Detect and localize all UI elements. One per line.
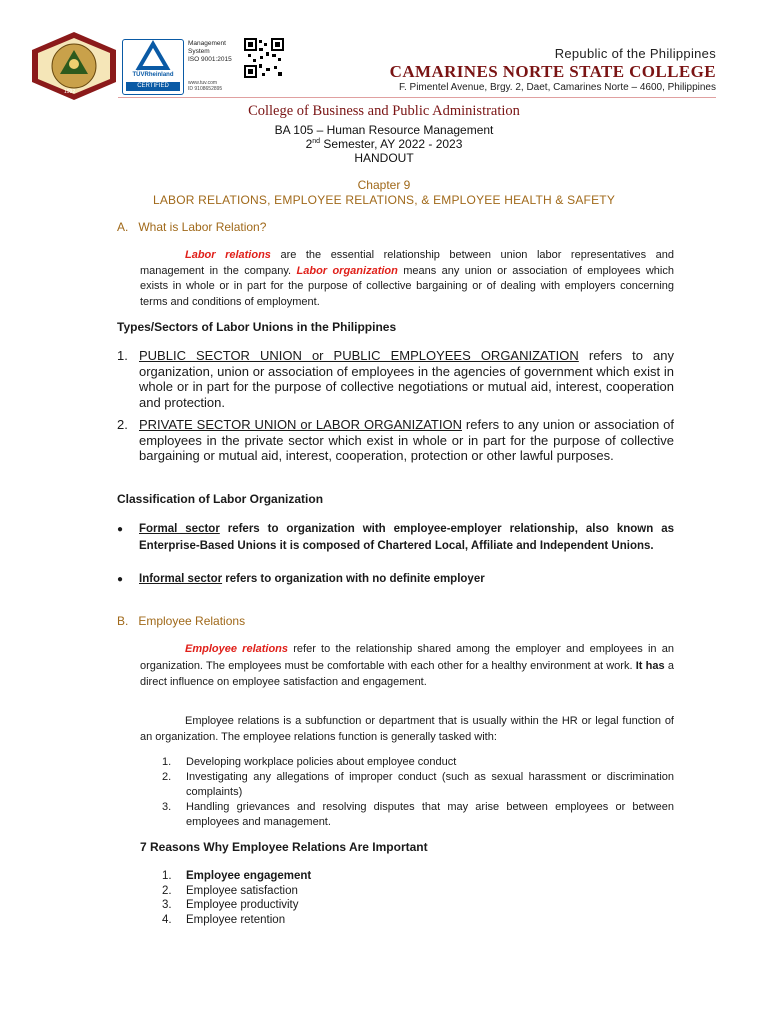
chapter-title: LABOR RELATIONS, EMPLOYEE RELATIONS, & EMPLOYEE HEALTH & SAFETY <box>152 193 616 207</box>
semester-rest: Semester, AY 2022 - 2023 <box>320 137 463 151</box>
classification-heading: Classification of Labor Organization <box>117 492 324 506</box>
tuv-brand: TÜVRheinland <box>132 72 174 78</box>
task-text: Developing workplace policies about employee conduct <box>186 756 457 768</box>
cert-line: ISO 9001:2015 <box>188 56 232 63</box>
section-b-paragraph-1 <box>140 641 674 691</box>
text: means any union or association of employees which exists in whole or in part for the purpose of collective bargaining or of dealing with employers concerning terms and conditions of employment. <box>140 264 674 308</box>
types-heading: Types/Sectors of Labor Unions in the Philippines <box>117 320 397 334</box>
types-list-item <box>117 348 674 410</box>
text: refer to the relationship shared among the employer and employees in an organization. The employees must be comfortable with each other for a healthy environment at work. <box>140 643 674 672</box>
semester <box>0 137 768 151</box>
type-text: refers to any organization, union or association of employees in the agencies of government which exist in whole or in part for the purpose of collective negotiations or mutual aid, interest, cooperation and protection. <box>139 348 675 410</box>
task-text: Handling grievances and resolving disputes that may arise between employees or between employees and management. <box>186 801 674 828</box>
tuv-certified-badge: CERTIFIED <box>126 82 180 91</box>
reason-text: Employee productivity <box>186 899 299 911</box>
semester-sup: nd <box>312 138 321 145</box>
type-text: refers to any union or association of employees in the private sector which exist in whole or in part for the purpose of collective bargaining or mutual aid, interest, cooperation, protection or other lawful purposes. <box>139 417 675 463</box>
list-number: 4. <box>162 913 172 926</box>
text-bold: It has <box>635 659 665 672</box>
task-item <box>162 755 674 770</box>
list-number: 2. <box>162 771 172 783</box>
term-labor-organization: Labor organization <box>296 264 398 277</box>
section-b-heading: B. Employee Relations <box>117 614 246 628</box>
term-labor-relations: Labor relations <box>185 249 271 261</box>
list-item <box>162 913 462 928</box>
class-text: refers to organization with employee-employer relationship, also known as Enterprise-Based Unions it is composed of Chartered Local, Affiliate and Independent Unions. <box>139 523 674 552</box>
type-term: PRIVATE SECTOR UNION or LABOR ORGANIZATION <box>139 417 462 432</box>
seal-caption: 1992 <box>64 89 76 95</box>
republic-text: Republic of the Philippines <box>554 46 716 61</box>
text: a direct influence on employee satisfaction and engagement. <box>140 659 674 688</box>
classification-item <box>117 521 674 555</box>
bullet-icon: ● <box>117 574 124 585</box>
task-text: Investigating any allegations of improper conduct (such as sexual harassment or discrimination complaints) <box>186 771 674 798</box>
bullet-icon: ● <box>117 524 124 535</box>
list-number: 2. <box>117 417 128 432</box>
cert-info <box>188 40 232 64</box>
reason-text: Employee satisfaction <box>186 884 298 897</box>
section-b-paragraph-2: Employee relations is a subfunction or department that is usually within the HR or legal function of an organization. The employee relations function is generally tasked with: <box>140 715 674 743</box>
semester-num: 2 <box>305 137 313 151</box>
reasons-list <box>162 869 462 927</box>
header-divider <box>118 97 716 98</box>
list-text <box>139 417 674 464</box>
cert-line: System <box>188 48 210 55</box>
list-text <box>139 348 674 410</box>
task-item <box>162 770 674 800</box>
list-number: 1. <box>117 348 128 363</box>
cert-id: ID 9108652895 <box>188 86 223 92</box>
text: are the essential relationship between union labor representatives and management in the company. <box>140 249 675 277</box>
tuv-certification-logo <box>122 39 184 95</box>
list-number: 3. <box>162 801 172 813</box>
college-name: CAMARINES NORTE STATE COLLEGE <box>389 62 716 81</box>
types-list-item <box>117 417 674 464</box>
type-term: PUBLIC SECTOR UNION or PUBLIC EMPLOYEES ORGANIZATION <box>139 348 579 363</box>
college-address: F. Pimentel Avenue, Brgy. 2, Daet, Camarines Norte – 4600, Philippines <box>398 82 716 93</box>
reason-text: Employee retention <box>186 913 286 926</box>
class-text: refers to organization with no definite employer <box>222 573 485 585</box>
section-a-paragraph <box>140 248 674 310</box>
list-number: 1. <box>162 756 172 768</box>
classification-item <box>117 571 674 588</box>
term-employee-relations: Employee relations <box>185 643 289 655</box>
section-a-heading: A. What is Labor Relation? <box>117 220 267 234</box>
doc-type: HANDOUT <box>354 151 414 165</box>
list-number: 1. <box>162 870 172 882</box>
list-number: 3. <box>162 899 172 911</box>
reasons-heading: 7 Reasons Why Employee Relations Are Important <box>140 840 428 854</box>
list-item <box>162 898 462 913</box>
list-item <box>162 869 462 884</box>
class-term: Informal sector <box>139 573 223 585</box>
cert-line: Management <box>188 40 226 47</box>
class-term: Formal sector <box>139 523 220 535</box>
list-text <box>139 521 674 555</box>
list-number: 2. <box>162 884 172 897</box>
department-title: College of Business and Public Administration <box>248 103 520 119</box>
course-title: BA 105 – Human Resource Management <box>274 123 494 137</box>
reason-text: Employee engagement <box>186 870 312 882</box>
task-item <box>162 800 674 830</box>
cert-url: www.tuv.com <box>188 80 218 86</box>
list-item <box>162 884 462 899</box>
qr-code-icon <box>244 38 284 78</box>
chapter-label: Chapter 9 <box>357 178 411 192</box>
list-text <box>139 571 674 588</box>
